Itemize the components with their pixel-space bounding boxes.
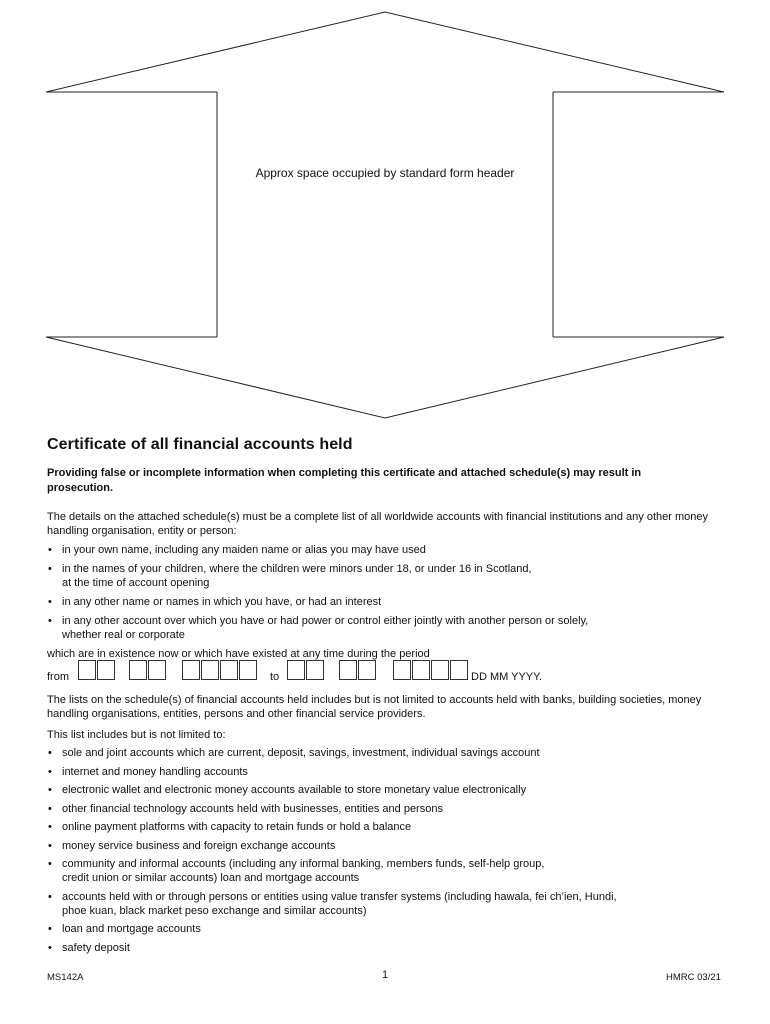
form-revision: HMRC 03/21 — [666, 972, 721, 983]
from-day-digit-2[interactable] — [97, 660, 115, 680]
header-placeholder-text: Approx space occupied by standard form header — [255, 166, 515, 180]
page-title: Certificate of all financial accounts held — [47, 436, 353, 453]
form-code: MS142A — [47, 972, 84, 983]
list-item: • in any other name or names in which you have, or had an interest — [47, 595, 737, 609]
date-format-label: DD MM YYYY. — [471, 671, 543, 683]
list-item: • money service business and foreign exchange accounts — [47, 839, 737, 853]
to-year-digit-4[interactable] — [450, 660, 468, 680]
to-year-digit-2[interactable] — [412, 660, 430, 680]
to-day-digit-2[interactable] — [306, 660, 324, 680]
to-year-digit-3[interactable] — [431, 660, 449, 680]
to-year-digit-1[interactable] — [393, 660, 411, 680]
to-label: to — [270, 671, 280, 683]
account-types-list — [47, 746, 737, 959]
to-day-digit-1[interactable] — [287, 660, 305, 680]
to-month-digit-1[interactable] — [339, 660, 357, 680]
list-item: • electronic wallet and electronic money accounts available to store monetary value electronically — [47, 783, 737, 797]
page-number: 1 — [382, 969, 389, 981]
this-list-intro: This list includes but is not limited to: — [47, 729, 226, 741]
list-item: • other financial technology accounts held with businesses, entities and persons — [47, 802, 737, 816]
list-item: • online payment platforms with capacity to retain funds or hold a balance — [47, 820, 737, 834]
list-item: • in any other account over which you have or had power or control either jointly with another person or solely, whether real or corporate — [47, 614, 737, 642]
list-item: • loan and mortgage accounts — [47, 922, 737, 936]
intro-text: The details on the attached schedule(s) must be a complete list of all worldwide accounts with financial institutions and any other money handling organisation, entity or person: — [47, 511, 708, 537]
from-year-digit-1[interactable] — [182, 660, 200, 680]
prosecution-warning: Providing false or incomplete information when completing this certificate and attached schedule(s) may result in prosecution. — [47, 467, 642, 494]
from-year-digit-4[interactable] — [239, 660, 257, 680]
period-text: which are in existence now or which have existed at any time during the period — [47, 648, 430, 660]
from-year-digit-3[interactable] — [220, 660, 238, 680]
to-month-digit-2[interactable] — [358, 660, 376, 680]
list-item: • safety deposit — [47, 941, 737, 955]
list-item: • in the names of your children, where the children were minors under 18, or under 16 in Scotland, at the time of account opening — [47, 562, 737, 590]
list-item: • accounts held with or through persons or entities using value transfer systems (including hawala, fei ch’ien, Hundi, phoe kuan, black market peso exchange and similar accounts) — [47, 890, 737, 918]
from-label: from — [47, 671, 69, 683]
list-item: • in your own name, including any maiden name or alias you may have used — [47, 543, 737, 557]
account-ownership-list — [47, 543, 737, 647]
list-item: • community and informal accounts (including any informal banking, members funds, self-help group, credit union or similar accounts) loan and mortgage accounts — [47, 857, 737, 885]
lists-description: The lists on the schedule(s) of financial accounts held includes but is not limited to accounts held with banks, building societies, money handling organisations, entities, persons and other financial service providers. — [47, 694, 702, 720]
from-month-digit-2[interactable] — [148, 660, 166, 680]
from-day-digit-1[interactable] — [78, 660, 96, 680]
list-item: • internet and money handling accounts — [47, 765, 737, 779]
from-year-digit-2[interactable] — [201, 660, 219, 680]
header-space-arrow — [0, 0, 770, 425]
list-item: • sole and joint accounts which are current, deposit, savings, investment, individual savings account — [47, 746, 737, 760]
from-month-digit-1[interactable] — [129, 660, 147, 680]
